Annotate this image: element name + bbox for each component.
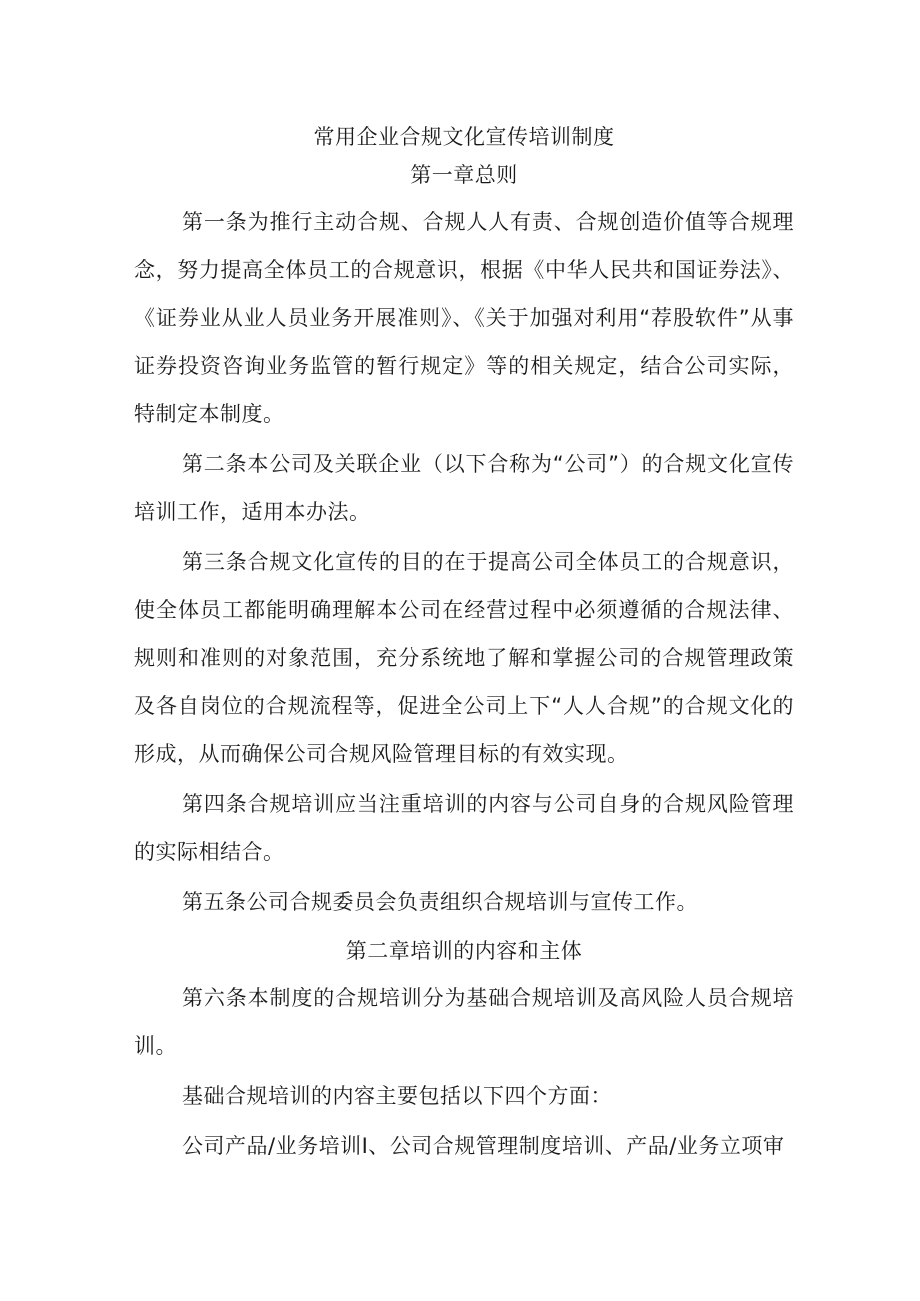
document-body <box>134 118 794 1172</box>
article-5: 第五条公司合规委员会负责组织合规培训与宣传工作。 <box>182 890 698 914</box>
article-1: 第一条为推行主动合规、合规人人有责、合规创造价值等合规理念，努力提高全体员工的合规意识，根据《中华人民共和国证券法》、《证券业从业人员业务开展准则》、《关于加强对利用“荐股软件”从事证券投资咨询业务监管的暂行规定》等的相关规定，结合公司实际，特制定本制度。 <box>134 210 794 426</box>
document-title: 常用企业合规文化宣传培训制度 <box>313 125 615 149</box>
chapter-heading-1: 第一章总则 <box>410 163 518 187</box>
article-3: 第三条合规文化宣传的目的在于提高公司全体员工的合规意识，使全体员工都能明确理解本公司在经营过程中必须遵循的合规法律、规则和准则的对象范围，充分系统地了解和掌握公司的合规管理政策及各自岗位的合规流程等，促进全公司上下“人人合规”的合规文化的形成，从而确保公司合规风险管理目标的有效实现。 <box>134 550 794 766</box>
article-4: 第四条合规培训应当注重培训的内容与公司自身的合规风险管理的实际相结合。 <box>134 792 794 864</box>
basic-training-intro: 基础合规培训的内容主要包括以下四个方面： <box>182 1084 612 1108</box>
article-2: 第二条本公司及关联企业（以下合称为“公司”）的合规文化宣传培训工作，适用本办法。 <box>134 452 794 524</box>
article-6: 第六条本制度的合规培训分为基础合规培训及高风险人员合规培训。 <box>134 986 794 1058</box>
basic-training-items: 公司产品/业务培训I、公司合规管理制度培训、产品/业务立项审 <box>182 1134 785 1158</box>
chapter-heading-2: 第二章培训的内容和主体 <box>345 939 583 963</box>
